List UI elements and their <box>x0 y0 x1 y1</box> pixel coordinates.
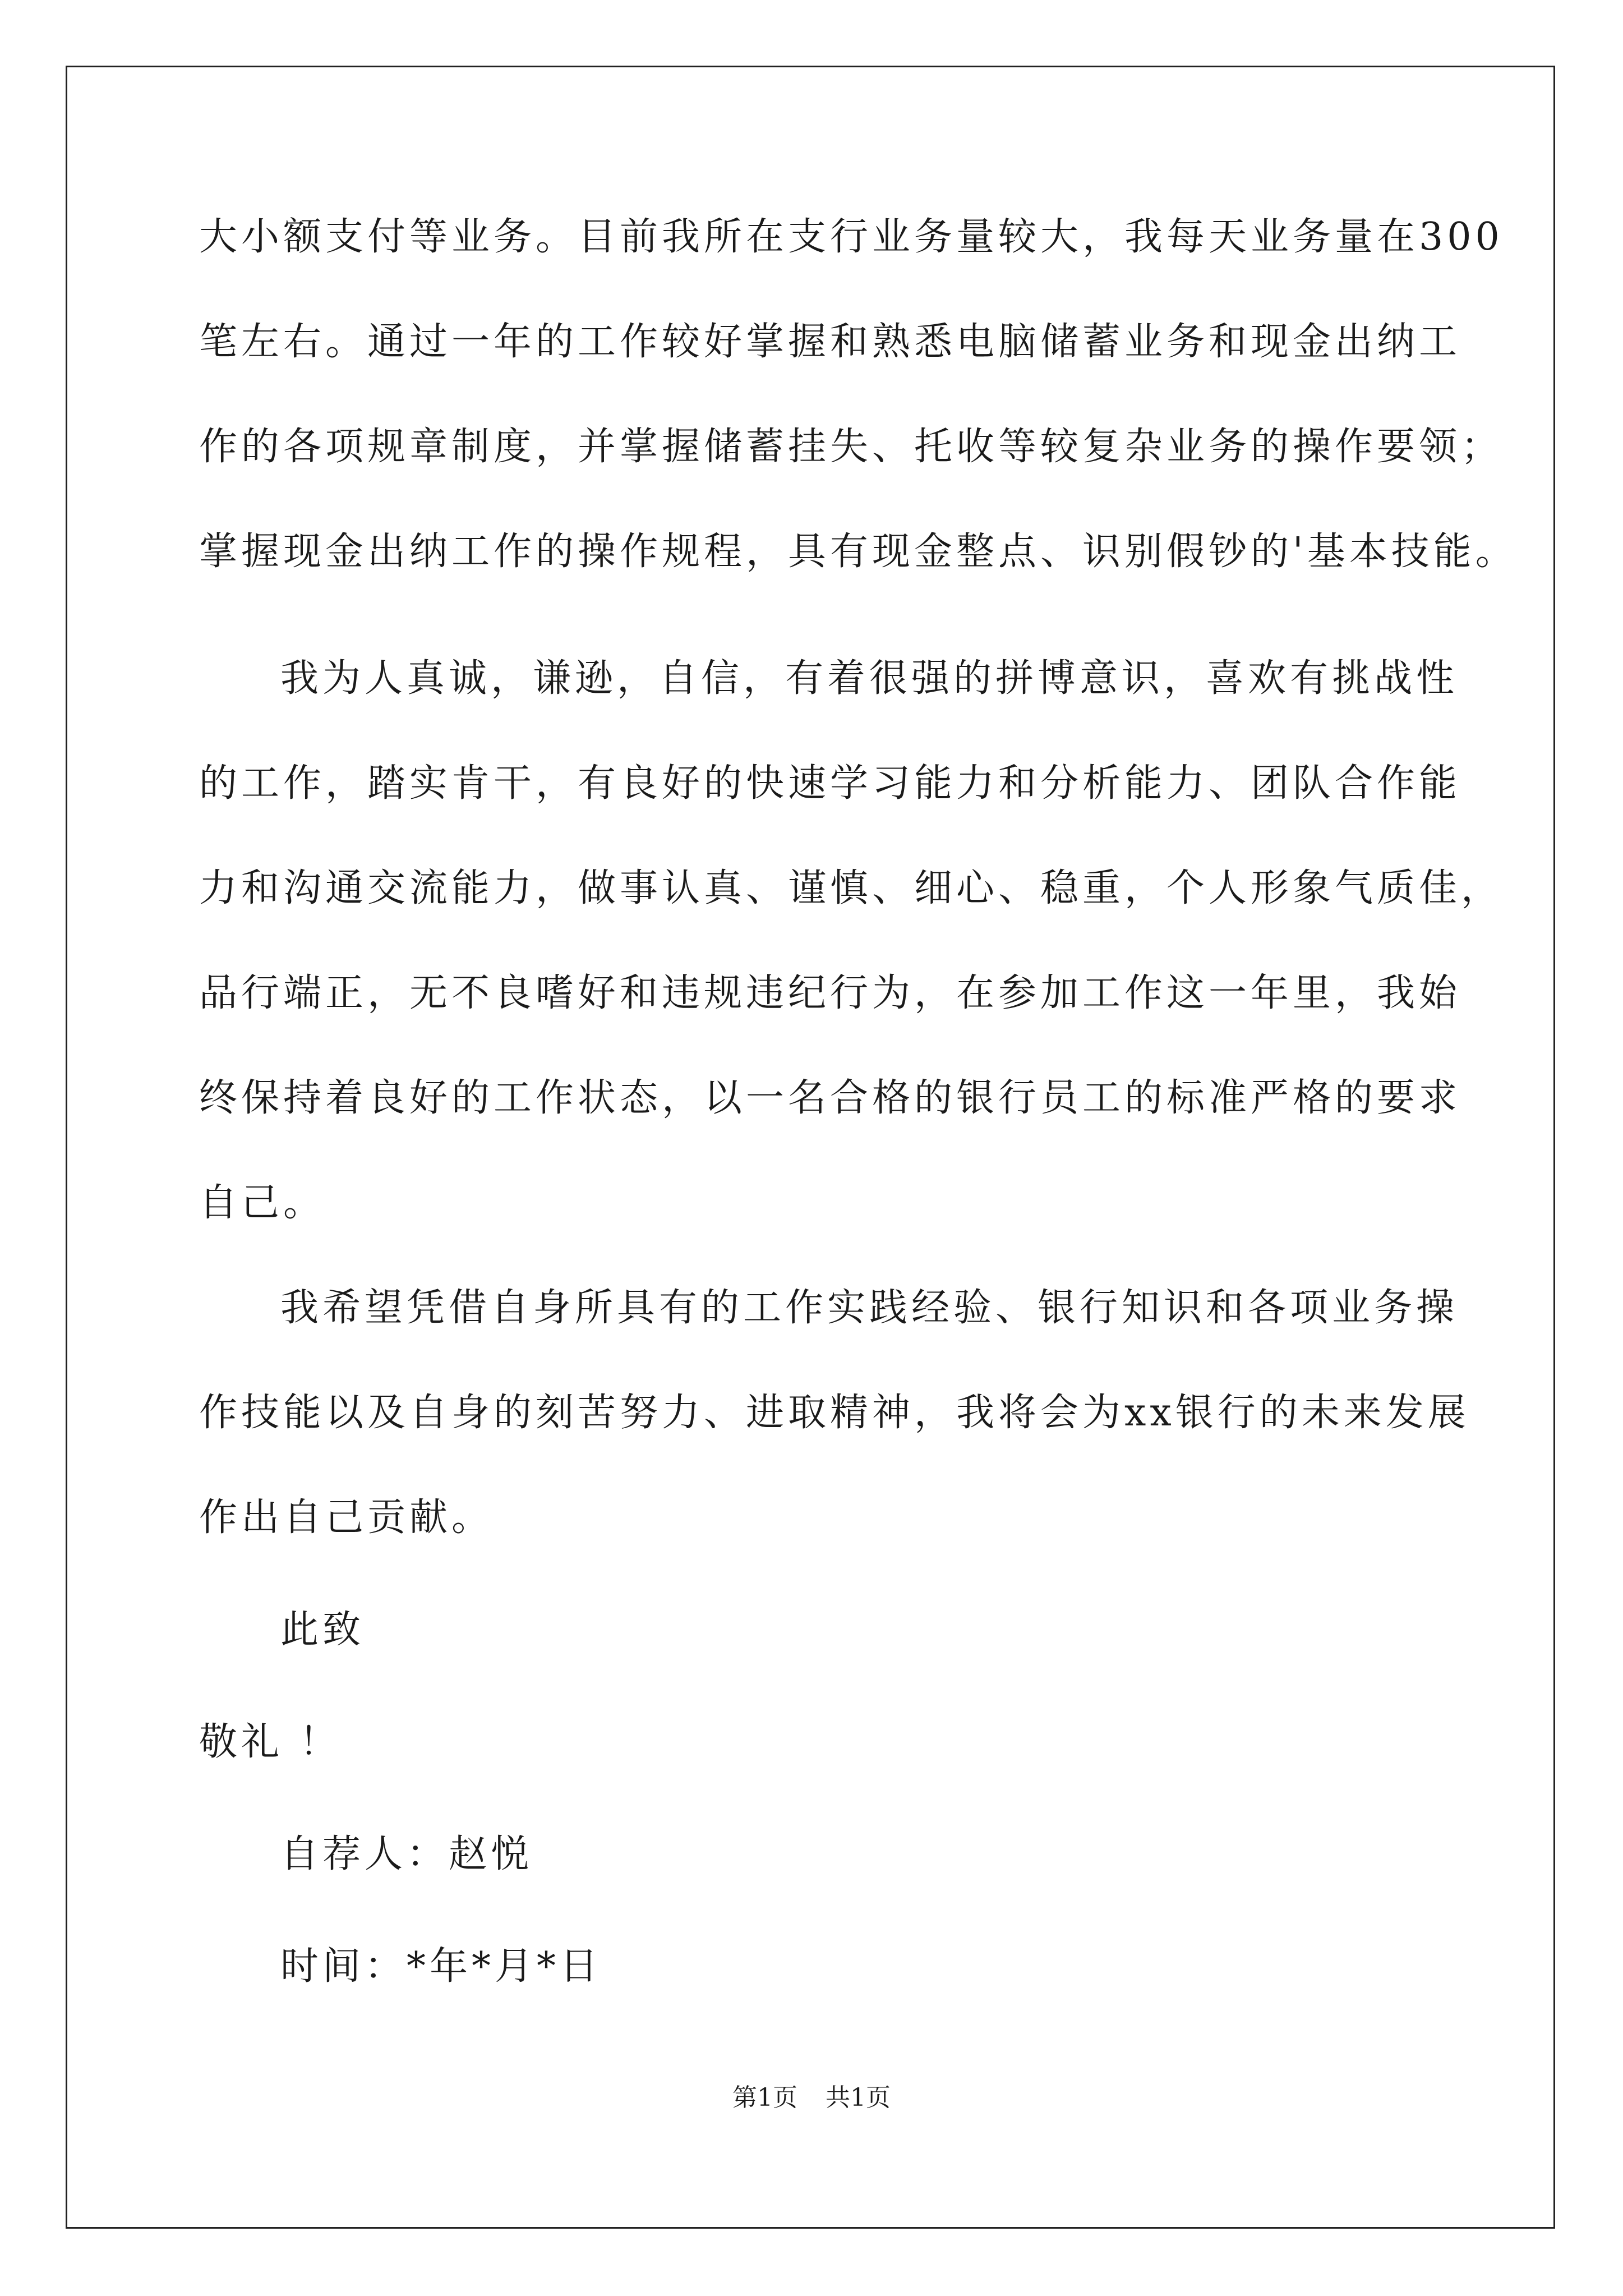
paragraph-line: 笔左右。通过一年的工作较好掌握和熟悉电脑储蓄业务和现金出纳工 <box>199 320 1461 364</box>
page-border <box>66 66 1555 2229</box>
closing-regards: 敬礼 ！ <box>199 1720 342 1764</box>
page-footer <box>0 2082 1623 2114</box>
signature-line: 自荐人：赵悦 <box>280 1832 533 1876</box>
paragraph-line: 终保持着良好的工作状态，以一名合格的银行员工的标准严格的要求 <box>199 1076 1461 1120</box>
paragraph-line: 作技能以及自身的刻苦努力、进取精神，我将会为xx银行的未来发展 <box>199 1391 1470 1435</box>
page-total: 共1页 <box>826 2083 891 2112</box>
paragraph-line: 的工作，踏实肯干，有良好的快速学习能力和分析能力、团队合作能 <box>199 761 1461 806</box>
paragraph-line: 力和沟通交流能力，做事认真、谨慎、细心、稳重，个人形象气质佳， <box>199 866 1504 910</box>
page-number: 第1页 <box>732 2083 797 2112</box>
closing-salutation: 此致 <box>280 1608 365 1652</box>
paragraph-line: 品行端正，无不良嗜好和违规违纪行为，在参加工作这一年里，我始 <box>199 971 1461 1015</box>
paragraph-line: 大小额支付等业务。目前我所在支行业务量较大，我每天业务量在300 <box>199 215 1504 259</box>
paragraph-line: 作出自己贡献。 <box>199 1496 494 1540</box>
paragraph-line: 我为人真诚，谦逊，自信，有着很强的拼博意识，喜欢有挑战性 <box>280 656 1459 701</box>
paragraph-line: 自己。 <box>199 1181 326 1225</box>
date-line: 时间：*年*月*日 <box>280 1944 602 1989</box>
paragraph-line: 掌握现金出纳工作的操作规程，具有现金整点、识别假钞的'基本技能。 <box>199 530 1518 574</box>
paragraph-line: 我希望凭借自身所具有的工作实践经验、银行知识和各项业务操 <box>280 1286 1459 1330</box>
paragraph-line: 作的各项规章制度，并掌握储蓄挂失、托收等较复杂业务的操作要领； <box>199 425 1504 469</box>
